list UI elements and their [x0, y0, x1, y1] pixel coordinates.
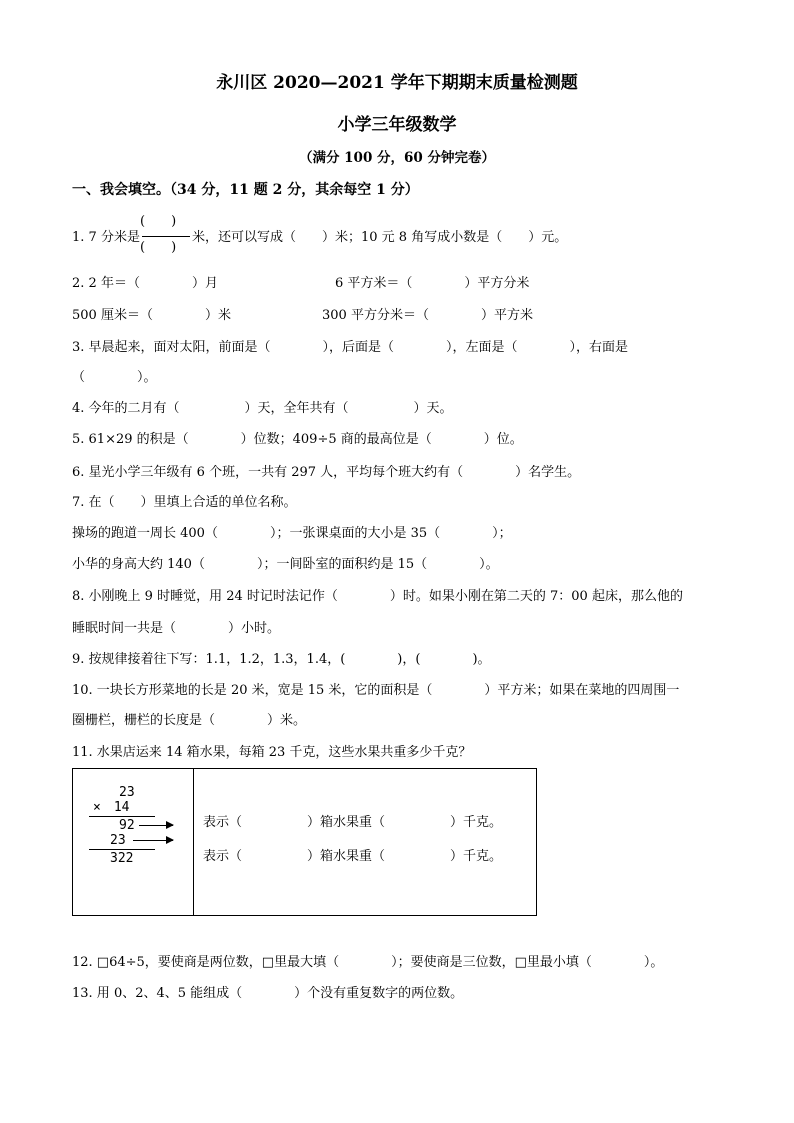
q12-text: 12. □64÷5，要使商是两位数，□里最大填（ ）；要使商是三位数，□里最小填（ ）。 [72, 955, 664, 970]
q7-b: 小华的身高大约 140（ ）；一间卧室的面积约是 15（ ）。 [72, 557, 499, 572]
q1-fraction-denominator: ( ) [140, 240, 177, 255]
q5-text: 5. 61×29 的积是（ ）位数；409÷5 商的最高位是（ ）位。 [72, 432, 523, 447]
q2-b: 6 平方米＝（ ）平方分米 [335, 276, 530, 291]
calc-multiplier: × 14 [93, 800, 130, 815]
q11-text: 11. 水果店运来 14 箱水果，每箱 23 千克，这些水果共重多少千克？ [72, 745, 472, 760]
exam-title: 永川区 2020—2021 学年下期期末质量检测题 [216, 73, 578, 93]
q1-suffix: 米，还可以写成（ ）米；10 元 8 角写成小数是（ ）元。 [192, 230, 568, 245]
calc-partial-1: 92 [119, 818, 135, 833]
calc-line-1 [89, 816, 155, 817]
q10-line1: 10. 一块长方形菜地的长是 20 米，宽是 15 米，它的面积是（ ）平方米；如果在菜地的四周围一 [72, 683, 680, 698]
q13-text: 13. 用 0、2、4、5 能组成（ ）个没有重复数字的两位数。 [72, 986, 464, 1001]
calc-partial-2: 23 [110, 833, 126, 848]
q10-line2: 圈栅栏，栅栏的长度是（ ）米。 [72, 713, 307, 728]
q1-fraction-numerator: ( ) [140, 214, 177, 229]
q11-table [72, 768, 537, 916]
q11-row2: 表示（ ）箱水果重（ ）千克。 [203, 849, 503, 864]
calc-product: 322 [110, 851, 134, 866]
q2-d: 300 平方分米＝（ ）平方米 [322, 308, 533, 323]
section-heading: 一、我会填空。（34 分，11 题 2 分，其余每空 1 分） [72, 182, 419, 198]
q1-fraction [140, 214, 194, 258]
arrow-right-icon [133, 840, 173, 841]
q2-c: 500 厘米＝（ ）米 [72, 308, 231, 323]
q1-fraction-bar [142, 236, 190, 237]
calc-multiplicand: 23 [119, 785, 135, 800]
q8-line2: 睡眠时间一共是（ ）小时。 [72, 621, 281, 636]
q3-line1: 3. 早晨起来，面对太阳，前面是（ ），后面是（ ），左面是（ ），右面是 [72, 340, 629, 355]
q4-text: 4. 今年的二月有（ ）天，全年共有（ ）天。 [72, 401, 453, 416]
q9-text: 9. 按规律接着往下写：1.1，1.2，1.3，1.4，( )，( )。 [72, 652, 491, 667]
q7-a: 操场的跑道一周长 400（ ）；一张课桌面的大小是 35（ ）； [72, 526, 512, 541]
q1-prefix: 1. 7 分米是 [72, 230, 140, 245]
q8-line1: 8. 小刚晚上 9 时睡觉，用 24 时记时法记作（ ）时。如果小刚在第二天的 7：00 起床，那么他的 [72, 589, 683, 604]
q6-text: 6. 星光小学三年级有 6 个班，一共有 297 人，平均每个班大约有（ ）名学生。 [72, 465, 581, 480]
q3-line2: （ ）。 [72, 370, 157, 385]
calc-line-2 [89, 849, 155, 850]
q7-intro: 7. 在（ ）里填上合适的单位名称。 [72, 495, 297, 510]
exam-subtitle: 小学三年级数学 [337, 115, 457, 135]
arrow-right-icon [139, 825, 173, 826]
q2-a: 2. 2 年＝（ ）月 [72, 276, 218, 291]
q11-row1: 表示（ ）箱水果重（ ）千克。 [203, 815, 503, 830]
exam-note: （满分 100 分，60 分钟完卷） [298, 150, 496, 166]
q11-table-divider [193, 769, 194, 915]
